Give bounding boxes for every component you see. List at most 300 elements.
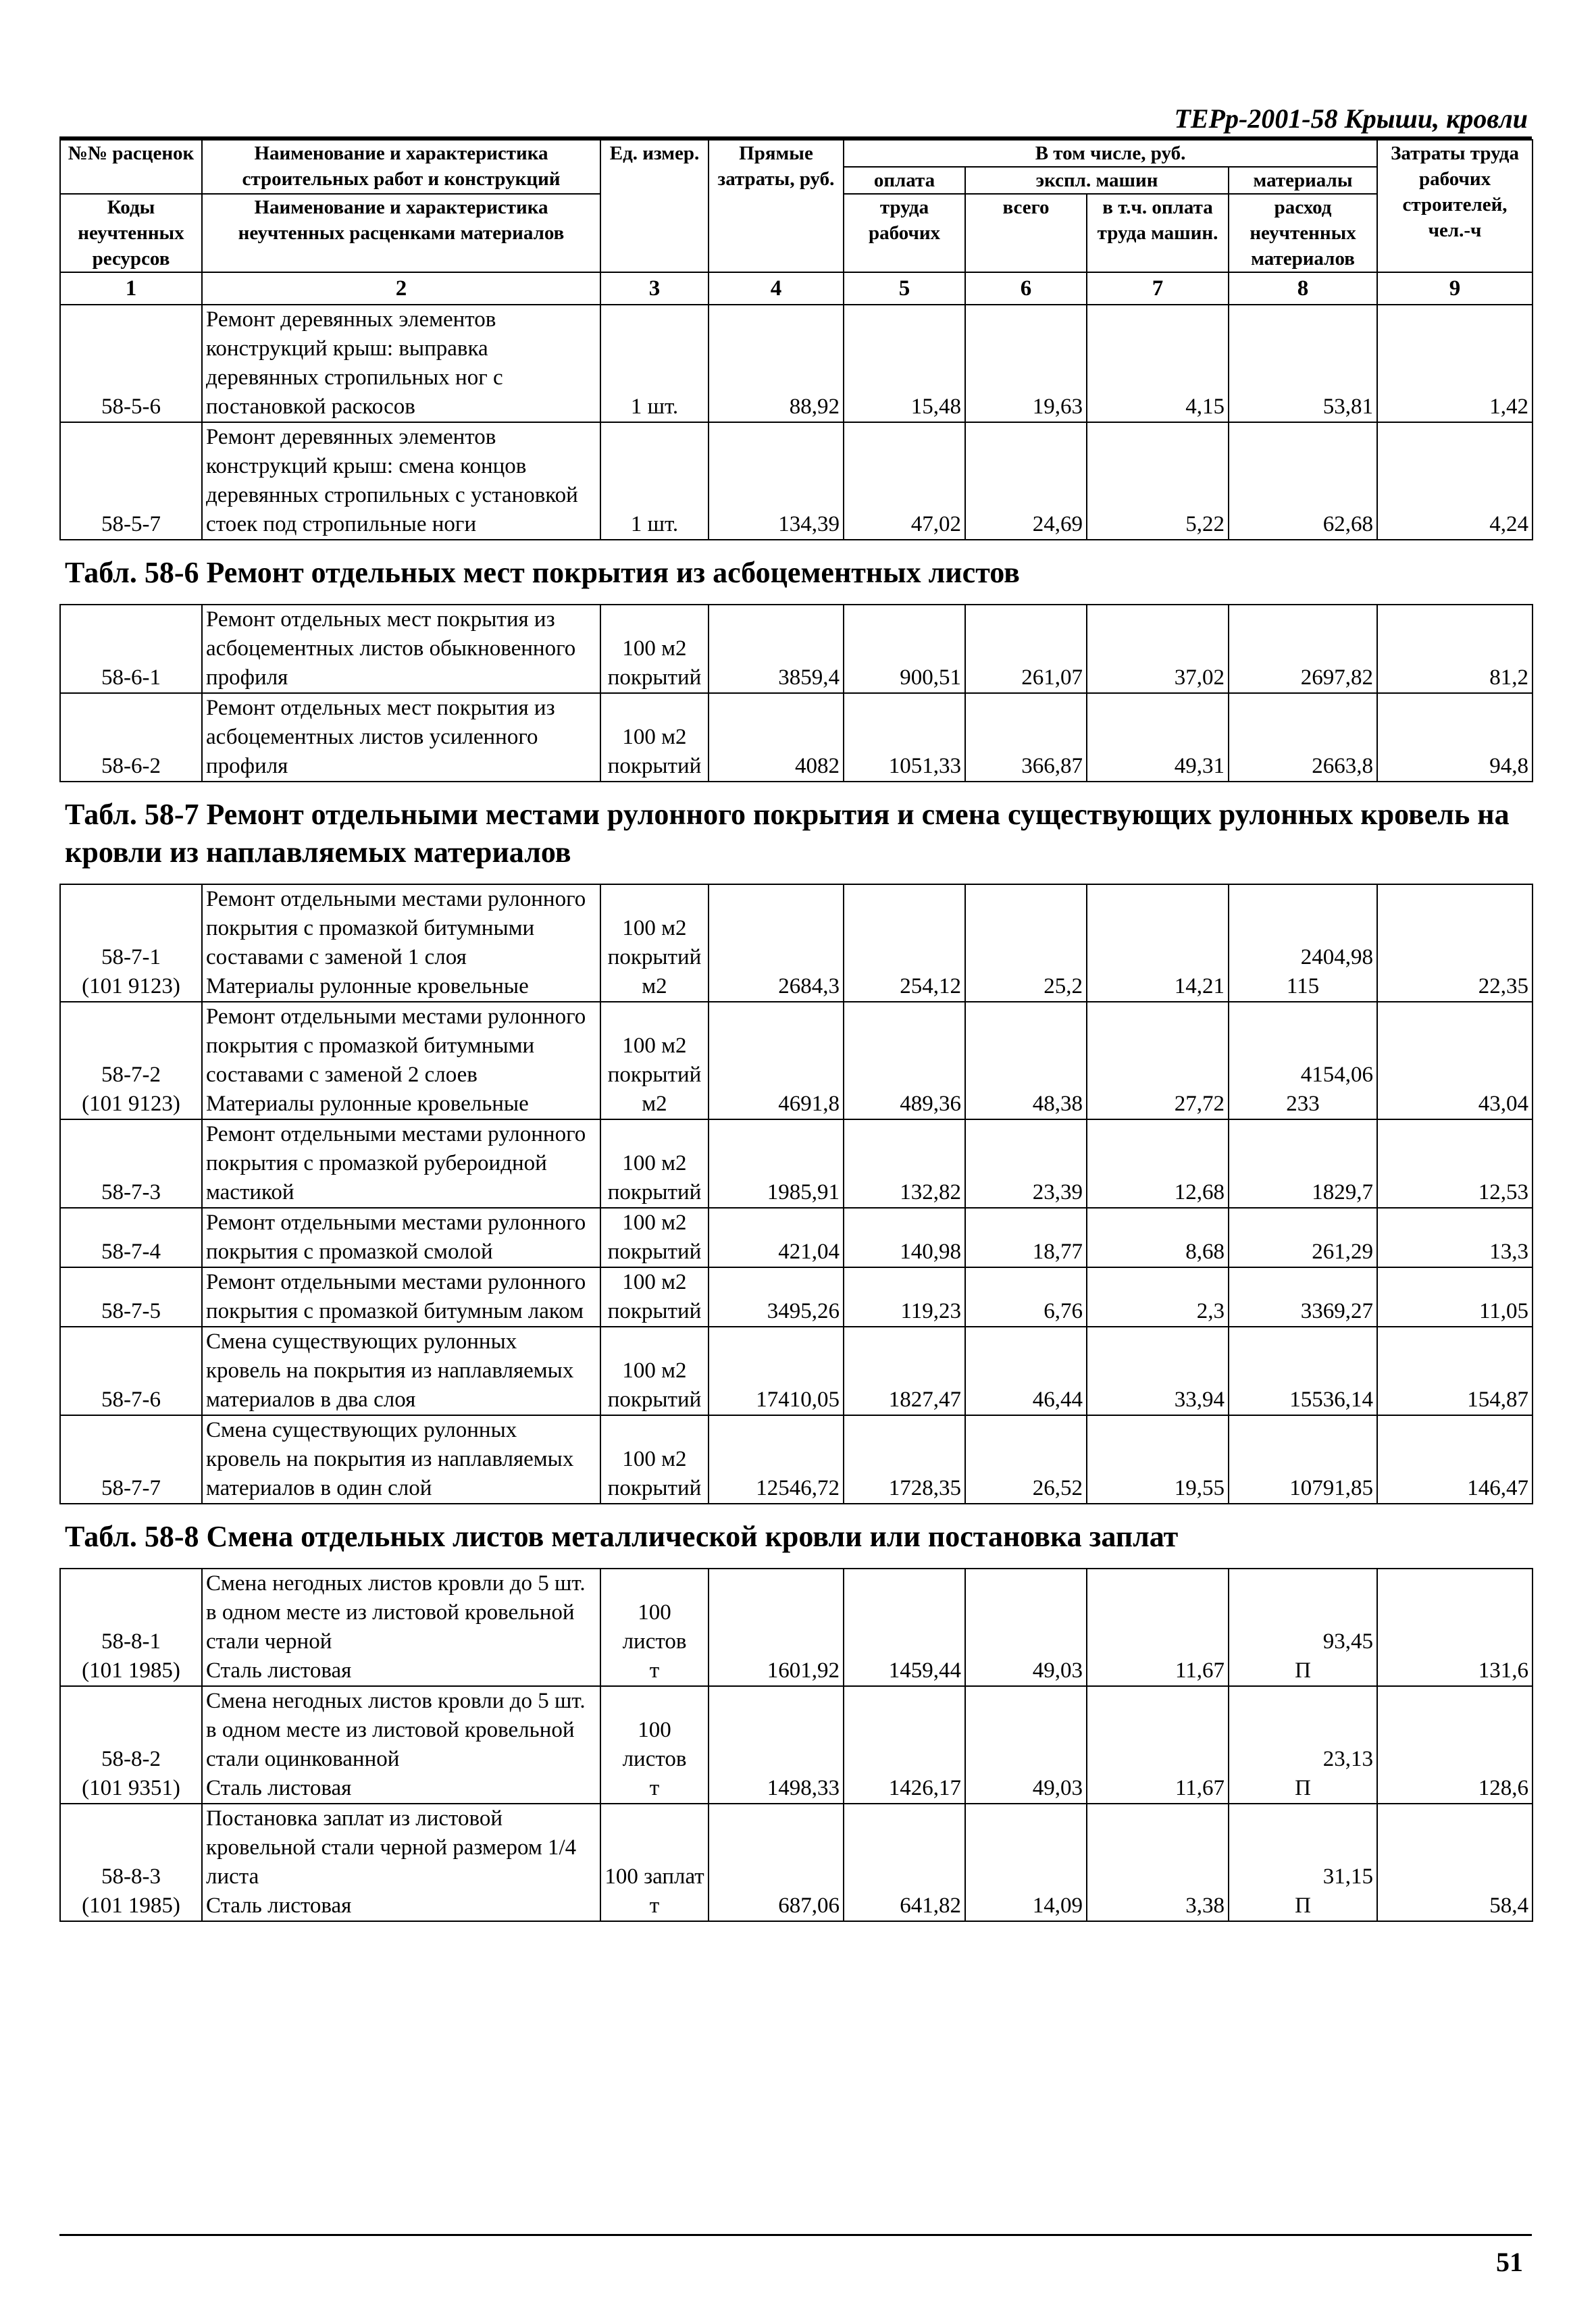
- name2-text: Сталь листовая: [206, 1658, 352, 1683]
- materials-cell: [1229, 1804, 1377, 1921]
- header-name-bottom: Наименование и характеристика неучтенных расценками материалов: [202, 194, 600, 272]
- unit-text: 100 м2 покрытий: [607, 1447, 702, 1500]
- name-cell: [202, 1327, 600, 1415]
- mach-text: 6,76: [1044, 1299, 1083, 1323]
- table-row: [60, 693, 1533, 782]
- wages-cell: [844, 422, 965, 540]
- machines-wages-cell: [1087, 1686, 1229, 1804]
- labor-text: 4,24: [1489, 512, 1529, 536]
- mach_w-text: 3,38: [1185, 1893, 1225, 1918]
- direct-cost-cell: [709, 693, 844, 782]
- labor-cell: [1377, 1002, 1533, 1119]
- code-cell: [60, 1415, 202, 1504]
- mach-text: 23,39: [1032, 1180, 1083, 1204]
- mach_w-text: 11,67: [1175, 1658, 1225, 1683]
- direct-cost-cell: [709, 305, 844, 422]
- header-code: №№ расценок: [60, 140, 202, 194]
- labor-cell: [1377, 1686, 1533, 1804]
- machines-wages-cell: [1087, 1804, 1229, 1921]
- name-text: Смена существующих рулонных кровель на покрытия из наплавляемых материалов в один слой: [206, 1418, 574, 1500]
- header-labor: Затраты труда рабочих строителей, чел.-ч: [1377, 140, 1533, 272]
- mach_w-text: 5,22: [1185, 512, 1225, 536]
- name-cell: [202, 1002, 600, 1119]
- name-text: Постановка заплат из листовой кровельной стали черной размером 1/4 листа: [206, 1806, 577, 1889]
- code-cell: [60, 1119, 202, 1208]
- wages-cell: [844, 1686, 965, 1804]
- header-materials: материалы: [1229, 167, 1377, 194]
- unit-cell: [600, 1804, 709, 1921]
- machines-total-cell: [965, 1569, 1087, 1686]
- wages-text: 1426,17: [888, 1776, 961, 1800]
- machines-wages-cell: [1087, 884, 1229, 1002]
- direct-text: 12546,72: [756, 1476, 840, 1500]
- table-row: [60, 1119, 1533, 1208]
- labor-cell: [1377, 1208, 1533, 1267]
- code2-text: (101 1985): [82, 1658, 180, 1683]
- direct-cost-cell: [709, 1415, 844, 1504]
- machines-wages-cell: [1087, 693, 1229, 782]
- mat2-text: 233: [1286, 1092, 1320, 1116]
- header-machines-wages: в т.ч. оплата труда машин.: [1087, 194, 1229, 272]
- labor-text: 22,35: [1478, 974, 1528, 998]
- name-text: Смена негодных листов кровли до 5 шт. в одном месте из листовой кровельной стали оцинкованной: [206, 1689, 586, 1771]
- unit-text: 1 шт.: [630, 395, 679, 419]
- mat-text: 2697,82: [1300, 665, 1373, 690]
- labor-text: 12,53: [1478, 1180, 1528, 1204]
- code-cell: [60, 1267, 202, 1327]
- mach_w-text: 14,21: [1174, 974, 1225, 998]
- code2-text: (101 9123): [82, 974, 180, 998]
- table-row: [60, 1267, 1533, 1327]
- materials-cell: [1229, 1569, 1377, 1686]
- wages-cell: [844, 305, 965, 422]
- mach-text: 49,03: [1032, 1776, 1083, 1800]
- wages-text: 15,48: [910, 395, 961, 419]
- materials-cell: [1229, 1208, 1377, 1267]
- materials-cell: [1229, 1002, 1377, 1119]
- direct-cost-cell: [709, 1002, 844, 1119]
- mat2-text: П: [1295, 1658, 1311, 1683]
- name-cell: [202, 1569, 600, 1686]
- table-58-8: [59, 1568, 1533, 1922]
- page-number: 51: [1496, 2247, 1523, 2277]
- mat-text: 53,81: [1322, 395, 1374, 419]
- machines-wages-cell: [1087, 1569, 1229, 1686]
- direct-text: 1601,92: [767, 1658, 840, 1683]
- wages-text: 1459,44: [888, 1658, 961, 1683]
- materials-cell: [1229, 693, 1377, 782]
- wages-cell: [844, 1804, 965, 1921]
- mat2-text: П: [1295, 1893, 1311, 1918]
- machines-total-cell: [965, 422, 1087, 540]
- code-text: 58-7-4: [101, 1240, 161, 1264]
- mat-text: 62,68: [1322, 512, 1374, 536]
- unit-cell: [600, 605, 709, 693]
- name-cell: [202, 1804, 600, 1921]
- materials-cell: [1229, 884, 1377, 1002]
- table-row: [60, 422, 1533, 540]
- unit2-text: м2: [642, 974, 667, 998]
- machines-total-cell: [965, 1686, 1087, 1804]
- direct-text: 88,92: [789, 395, 840, 419]
- unit-text: 100 м2 покрытий: [607, 1211, 702, 1264]
- materials-cell: [1229, 1267, 1377, 1327]
- name-cell: [202, 1119, 600, 1208]
- unit-text: 1 шт.: [630, 512, 679, 536]
- direct-text: 134,39: [778, 512, 840, 536]
- machines-wages-cell: [1087, 605, 1229, 693]
- materials-cell: [1229, 605, 1377, 693]
- code-cell: [60, 693, 202, 782]
- code2-text: (101 9123): [82, 1092, 180, 1116]
- labor-text: 13,3: [1489, 1240, 1528, 1264]
- header-name: Наименование и характеристика строительных работ и конструкций: [202, 140, 600, 194]
- wages-cell: [844, 884, 965, 1002]
- name-cell: [202, 605, 600, 693]
- name2-text: Сталь листовая: [206, 1776, 352, 1800]
- name-text: Ремонт отдельных мест покрытия из асбоцементных листов обыкновенного профиля: [206, 607, 576, 690]
- header-unit: Ед. измер.: [600, 140, 709, 272]
- name2-text: Материалы рулонные кровельные: [206, 1092, 529, 1116]
- code-text: 58-8-1: [101, 1629, 161, 1654]
- col-number: 9: [1377, 272, 1533, 305]
- direct-cost-cell: [709, 1686, 844, 1804]
- code-text: 58-7-5: [101, 1299, 161, 1323]
- col-number: 7: [1087, 272, 1229, 305]
- mach-text: 48,38: [1032, 1092, 1083, 1116]
- page: [59, 101, 1532, 1922]
- wages-cell: [844, 1415, 965, 1504]
- name-cell: [202, 1267, 600, 1327]
- unit-text: 100 м2 покрытий: [607, 1358, 702, 1412]
- mach-text: 24,69: [1032, 512, 1083, 536]
- direct-cost-cell: [709, 1267, 844, 1327]
- unit-text: 100 листов: [622, 1718, 687, 1771]
- mach_w-text: 2,3: [1196, 1299, 1225, 1323]
- code-cell: [60, 1686, 202, 1804]
- code-text: 58-7-2: [101, 1063, 161, 1087]
- direct-text: 687,06: [778, 1893, 840, 1918]
- wages-text: 641,82: [900, 1893, 961, 1918]
- unit-cell: [600, 422, 709, 540]
- header-code-bottom: Коды неучтенных ресурсов: [60, 194, 202, 272]
- labor-text: 131,6: [1478, 1658, 1528, 1683]
- direct-cost-cell: [709, 605, 844, 693]
- code-cell: [60, 1002, 202, 1119]
- mach_w-text: 11,67: [1175, 1776, 1225, 1800]
- mach-text: 366,87: [1021, 754, 1083, 778]
- header-machines-total: всего: [965, 194, 1087, 272]
- table-row: [60, 1327, 1533, 1415]
- wages-cell: [844, 1327, 965, 1415]
- code-text: 58-7-1: [101, 945, 161, 969]
- mat2-text: П: [1295, 1776, 1311, 1800]
- labor-text: 58,4: [1489, 1893, 1528, 1918]
- unit-cell: [600, 1119, 709, 1208]
- wages-text: 900,51: [900, 665, 961, 690]
- unit-text: 100 м2 покрытий: [607, 916, 702, 969]
- col-number: 6: [965, 272, 1087, 305]
- direct-cost-cell: [709, 1208, 844, 1267]
- mat-text: 31,15: [1322, 1864, 1373, 1889]
- unit-cell: [600, 1415, 709, 1504]
- mat-text: 1829,7: [1312, 1180, 1373, 1204]
- header-wages-2: труда рабочих: [844, 194, 965, 272]
- wages-text: 1728,35: [888, 1476, 961, 1500]
- materials-cell: [1229, 1415, 1377, 1504]
- unit-text: 100 заплат: [604, 1864, 704, 1889]
- table-58-6-title: Табл. 58-6 Ремонт отдельных мест покрытия из асбоцементных листов: [65, 556, 1020, 589]
- labor-text: 43,04: [1478, 1092, 1528, 1116]
- table-row: [60, 305, 1533, 422]
- mach_w-text: 37,02: [1174, 665, 1225, 690]
- mach_w-text: 12,68: [1174, 1180, 1225, 1204]
- labor-cell: [1377, 1267, 1533, 1327]
- wages-cell: [844, 1267, 965, 1327]
- wages-cell: [844, 693, 965, 782]
- machines-total-cell: [965, 605, 1087, 693]
- table-58-7: [59, 884, 1533, 1504]
- name-cell: [202, 305, 600, 422]
- machines-wages-cell: [1087, 1267, 1229, 1327]
- direct-text: 4691,8: [778, 1092, 840, 1116]
- labor-cell: [1377, 1569, 1533, 1686]
- unit2-text: т: [649, 1893, 660, 1918]
- direct-cost-cell: [709, 1119, 844, 1208]
- wages-cell: [844, 1208, 965, 1267]
- mach-text: 26,52: [1032, 1476, 1083, 1500]
- header-wages: оплата: [844, 167, 965, 194]
- wages-text: 254,12: [900, 974, 961, 998]
- wages-text: 1827,47: [888, 1388, 961, 1412]
- unit-cell: [600, 1327, 709, 1415]
- code-text: 58-5-6: [101, 395, 161, 419]
- mach_w-text: 33,94: [1174, 1388, 1225, 1412]
- mat-text: 3369,27: [1300, 1299, 1373, 1323]
- unit-text: 100 м2 покрытий: [607, 636, 702, 690]
- mat-text: 15536,14: [1289, 1388, 1373, 1412]
- mach-text: 14,09: [1032, 1893, 1083, 1918]
- mat-text: 261,29: [1312, 1240, 1373, 1264]
- mat-text: 93,45: [1322, 1629, 1373, 1654]
- table-58-8-title: Табл. 58-8 Смена отдельных листов металлической кровли или постановка заплат: [65, 1520, 1179, 1553]
- mach_w-text: 8,68: [1185, 1240, 1225, 1264]
- labor-text: 128,6: [1478, 1776, 1528, 1800]
- table-row: [60, 1804, 1533, 1921]
- machines-wages-cell: [1087, 1415, 1229, 1504]
- code-text: 58-8-2: [101, 1747, 161, 1771]
- name-text: Ремонт отдельных мест покрытия из асбоцементных листов усиленного профиля: [206, 696, 555, 778]
- materials-cell: [1229, 422, 1377, 540]
- wages-text: 132,82: [900, 1180, 961, 1204]
- unit-cell: [600, 1267, 709, 1327]
- name-cell: [202, 884, 600, 1002]
- code-cell: [60, 1804, 202, 1921]
- materials-cell: [1229, 1327, 1377, 1415]
- mach-text: 19,63: [1032, 395, 1083, 419]
- materials-cell: [1229, 1686, 1377, 1804]
- machines-wages-cell: [1087, 1002, 1229, 1119]
- code2-text: (101 1985): [82, 1893, 180, 1918]
- wages-text: 489,36: [900, 1092, 961, 1116]
- unit-cell: [600, 305, 709, 422]
- code-cell: [60, 884, 202, 1002]
- machines-total-cell: [965, 1327, 1087, 1415]
- name-text: Ремонт отдельными местами рулонного покрытия с промазкой смолой: [206, 1211, 586, 1264]
- direct-cost-cell: [709, 1327, 844, 1415]
- name-text: Ремонт отдельными местами рулонного покрытия с промазкой битумными составами с заменой 2 слоев: [206, 1005, 586, 1087]
- mach-text: 49,03: [1032, 1658, 1083, 1683]
- mach-text: 18,77: [1032, 1240, 1083, 1264]
- code-cell: [60, 605, 202, 693]
- labor-cell: [1377, 693, 1533, 782]
- code-text: 58-6-2: [101, 754, 161, 778]
- direct-text: 3859,4: [778, 665, 840, 690]
- unit2-text: т: [649, 1776, 660, 1800]
- table-row: [60, 1415, 1533, 1504]
- unit2-text: м2: [642, 1092, 667, 1116]
- name-cell: [202, 1208, 600, 1267]
- unit-cell: [600, 1002, 709, 1119]
- machines-total-cell: [965, 1267, 1087, 1327]
- labor-cell: [1377, 305, 1533, 422]
- name-text: Ремонт отдельными местами рулонного покрытия с промазкой рубероидной мастикой: [206, 1122, 586, 1204]
- direct-text: 4082: [795, 754, 840, 778]
- code-text: 58-6-1: [101, 665, 161, 690]
- direct-cost-cell: [709, 1804, 844, 1921]
- unit-text: 100 м2 покрытий: [607, 1034, 702, 1087]
- machines-wages-cell: [1087, 422, 1229, 540]
- labor-cell: [1377, 422, 1533, 540]
- code-cell: [60, 1327, 202, 1415]
- col-number: 3: [600, 272, 709, 305]
- table-row: [60, 884, 1533, 1002]
- name-text: Ремонт деревянных элементов конструкций крыш: смена концов деревянных стропильных с установкой стоек под стропильные ноги: [206, 425, 578, 536]
- col-number: 8: [1229, 272, 1377, 305]
- name-cell: [202, 1686, 600, 1804]
- header-row-1: [60, 140, 1533, 167]
- unit-cell: [600, 1569, 709, 1686]
- table-58-7-title: Табл. 58-7 Ремонт отдельными местами рулонного покрытия и смена существующих рулонных кровель на кровли из наплавляемых материалов: [65, 798, 1510, 869]
- materials-cell: [1229, 1119, 1377, 1208]
- name-text: Смена существующих рулонных кровель на покрытия из наплавляемых материалов в два слоя: [206, 1329, 574, 1412]
- name2-text: Материалы рулонные кровельные: [206, 974, 529, 998]
- labor-text: 1,42: [1489, 395, 1529, 419]
- unit-cell: [600, 1208, 709, 1267]
- mat-text: 4154,06: [1300, 1063, 1373, 1087]
- running-head: ТЕРр-2001-58 Крыши, кровли: [1174, 103, 1528, 134]
- wages-text: 1051,33: [888, 754, 961, 778]
- table-row: [60, 1686, 1533, 1804]
- unit-text: 100 м2 покрытий: [607, 725, 702, 778]
- direct-text: 421,04: [778, 1240, 840, 1264]
- table-row: [60, 1208, 1533, 1267]
- direct-cost-cell: [709, 422, 844, 540]
- name-cell: [202, 693, 600, 782]
- code-cell: [60, 422, 202, 540]
- name-text: Ремонт деревянных элементов конструкций крыш: выправка деревянных стропильных ног с постановкой раскосов: [206, 307, 503, 419]
- table-58-6: [59, 604, 1533, 782]
- wages-cell: [844, 605, 965, 693]
- code2-text: (101 9351): [82, 1776, 180, 1800]
- header-incl: В том числе, руб.: [844, 140, 1377, 167]
- mach-text: 25,2: [1044, 974, 1083, 998]
- direct-cost-cell: [709, 1569, 844, 1686]
- mat-text: 23,13: [1322, 1747, 1373, 1771]
- table-row: [60, 605, 1533, 693]
- header-numbers-row: [60, 272, 1533, 305]
- mach_w-text: 19,55: [1174, 1476, 1225, 1500]
- labor-cell: [1377, 884, 1533, 1002]
- mach-text: 261,07: [1021, 665, 1083, 690]
- col-number: 2: [202, 272, 600, 305]
- labor-text: 11,05: [1478, 1299, 1528, 1323]
- code-text: 58-8-3: [101, 1864, 161, 1889]
- machines-total-cell: [965, 1804, 1087, 1921]
- direct-text: 2684,3: [778, 974, 840, 998]
- machines-wages-cell: [1087, 1327, 1229, 1415]
- mat2-text: 115: [1286, 974, 1320, 998]
- machines-total-cell: [965, 1002, 1087, 1119]
- labor-text: 146,47: [1467, 1476, 1528, 1500]
- name-text: Ремонт отдельными местами рулонного покрытия с промазкой битумными составами с заменой 1 слоя: [206, 887, 586, 969]
- code-cell: [60, 1208, 202, 1267]
- unit-text: 100 листов: [622, 1600, 687, 1654]
- header-materials-2: расход неучтенных материалов: [1229, 194, 1377, 272]
- name-cell: [202, 422, 600, 540]
- labor-cell: [1377, 1119, 1533, 1208]
- name-text: Ремонт отдельными местами рулонного покрытия с промазкой битумным лаком: [206, 1270, 586, 1323]
- col-number: 4: [709, 272, 844, 305]
- name-text: Смена негодных листов кровли до 5 шт. в одном месте из листовой кровельной стали черной: [206, 1571, 586, 1654]
- machines-total-cell: [965, 305, 1087, 422]
- code-text: 58-7-7: [101, 1476, 161, 1500]
- name2-text: Сталь листовая: [206, 1893, 352, 1918]
- machines-wages-cell: [1087, 1119, 1229, 1208]
- wages-text: 140,98: [900, 1240, 961, 1264]
- wages-text: 47,02: [910, 512, 961, 536]
- unit-cell: [600, 1686, 709, 1804]
- footer-rule: [59, 2234, 1532, 2236]
- code-text: 58-5-7: [101, 512, 161, 536]
- name-cell: [202, 1415, 600, 1504]
- direct-text: 3495,26: [767, 1299, 840, 1323]
- unit-text: 100 м2 покрытий: [607, 1151, 702, 1204]
- header-machines: экспл. машин: [965, 167, 1229, 194]
- table-58-5: [59, 139, 1533, 540]
- code-text: 58-7-6: [101, 1388, 161, 1412]
- col-number: 5: [844, 272, 965, 305]
- table-row: [60, 1002, 1533, 1119]
- mat-text: 10791,85: [1289, 1476, 1373, 1500]
- machines-wages-cell: [1087, 305, 1229, 422]
- labor-cell: [1377, 605, 1533, 693]
- labor-text: 94,8: [1489, 754, 1528, 778]
- mat-text: 2663,8: [1312, 754, 1373, 778]
- code-cell: [60, 305, 202, 422]
- code-text: 58-7-3: [101, 1180, 161, 1204]
- machines-total-cell: [965, 1119, 1087, 1208]
- wages-text: 119,23: [900, 1299, 961, 1323]
- direct-text: 17410,05: [756, 1388, 840, 1412]
- direct-cost-cell: [709, 884, 844, 1002]
- unit-text: 100 м2 покрытий: [607, 1270, 702, 1323]
- code-cell: [60, 1569, 202, 1686]
- mat-text: 2404,98: [1300, 945, 1373, 969]
- labor-cell: [1377, 1415, 1533, 1504]
- machines-wages-cell: [1087, 1208, 1229, 1267]
- labor-text: 81,2: [1489, 665, 1528, 690]
